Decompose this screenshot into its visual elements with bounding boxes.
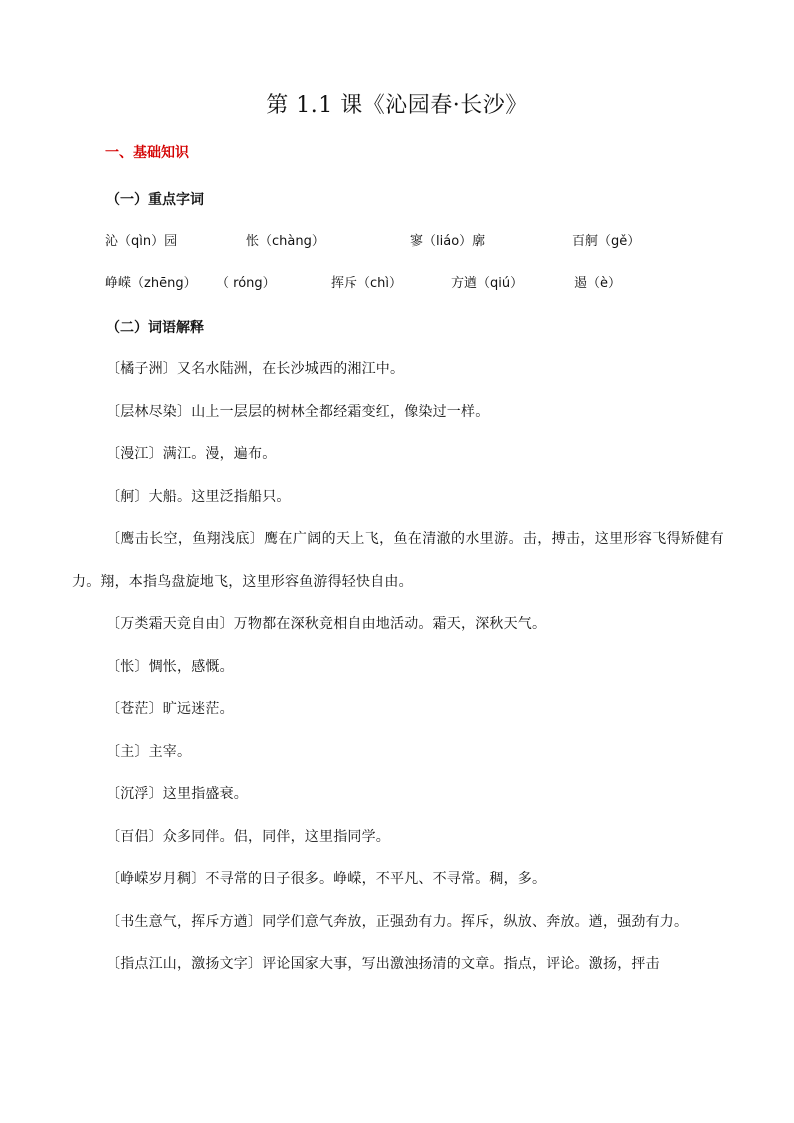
- vocab-item: [105, 230, 177, 249]
- subheading-word-explanations: （二）词语解释: [106, 320, 204, 336]
- vocab-item: [410, 230, 485, 249]
- gloss-entry: 〔层林尽染〕山上一层层的树林全都经霜变红，像染过一样。: [106, 403, 490, 420]
- vocab-pinyin: （qìn）: [118, 234, 165, 249]
- section-heading-basics: 一、基础知识: [105, 145, 189, 161]
- vocab-chars: 寥: [410, 234, 424, 249]
- vocab-pinyin: （liáo）: [423, 234, 473, 249]
- vocab-chars: 百舸: [572, 234, 599, 249]
- vocab-chars: 怅: [246, 234, 260, 249]
- gloss-entry: 〔橘子洲〕又名水陆洲，在长沙城西的湘江中。: [106, 361, 405, 377]
- gloss-entry: 〔苍茫〕旷远迷茫。: [106, 701, 234, 717]
- gloss-entry: 〔峥嵘岁月稠〕不寻常的日子很多。峥嵘，不平凡、不寻常。稠，多。: [106, 871, 547, 887]
- gloss-entry: 〔百侣〕众多同伴。侣，同伴，这里指同学。: [106, 828, 390, 845]
- gloss-entry: 〔怅〕惆怅，感慨。: [106, 658, 234, 675]
- vocab-item: [574, 272, 621, 291]
- vocab-chars: 沁: [105, 234, 119, 249]
- vocab-pinyin: （qiú）: [477, 276, 524, 291]
- vocab-pinyin: （è）: [587, 276, 622, 291]
- vocab-pinyin: （gě）: [598, 234, 641, 249]
- vocab-chars: 挥斥: [331, 276, 358, 291]
- gloss-entry: 〔万类霜天竞自由〕万物都在深秋竞相自由地活动。霜天，深秋天气。: [106, 616, 547, 632]
- subheading-key-words: （一）重点字词: [106, 192, 204, 208]
- vocab-item: [105, 272, 197, 291]
- vocab-item: [246, 230, 325, 249]
- vocab-chars: 峥嵘: [105, 276, 132, 291]
- gloss-entry: 〔书生意气，挥斥方遒〕同学们意气奔放，正强劲有力。挥斥，纵放、奔放。遒，强劲有力。: [106, 913, 689, 930]
- vocab-item: [572, 230, 640, 249]
- vocab-pinyin: （chì）: [357, 276, 403, 291]
- vocab-item: [216, 272, 276, 291]
- vocab-pinyin: （ róng）: [216, 276, 276, 291]
- vocab-pinyin: （chàng）: [259, 234, 325, 249]
- vocab-item: [331, 272, 402, 291]
- gloss-entry: 〔舸〕大船。这里泛指船只。: [106, 488, 291, 505]
- gloss-entry: 〔鹰击长空，鱼翔浅底〕鹰在广阔的天上飞，鱼在清澈的水里游。击，搏击，这里形容飞得矫健有力。翔，本指鸟盘旋地飞，这里形容鱼游得轻快自由。: [72, 531, 724, 590]
- vocab-chars: 廓: [472, 234, 486, 249]
- vocab-pinyin: （zhēng）: [131, 276, 197, 291]
- vocab-chars: 园: [164, 234, 178, 249]
- vocab-item: [451, 272, 523, 291]
- gloss-entry: 〔漫江〕满江。漫，遍布。: [106, 446, 277, 462]
- page-title: 第 1.1 课《沁园春·长沙》: [266, 93, 528, 118]
- vocab-chars: 方遒: [451, 276, 478, 291]
- gloss-entry: 〔主〕主宰。: [106, 743, 192, 760]
- gloss-entry: 〔指点江山，激扬文字〕评论国家大事，写出激浊扬清的文章。指点，评论。激扬，抨击: [106, 956, 660, 972]
- gloss-list: [72, 348, 724, 986]
- gloss-entry: 〔沉浮〕这里指盛衰。: [106, 786, 248, 802]
- vocab-chars: 遏: [574, 276, 588, 291]
